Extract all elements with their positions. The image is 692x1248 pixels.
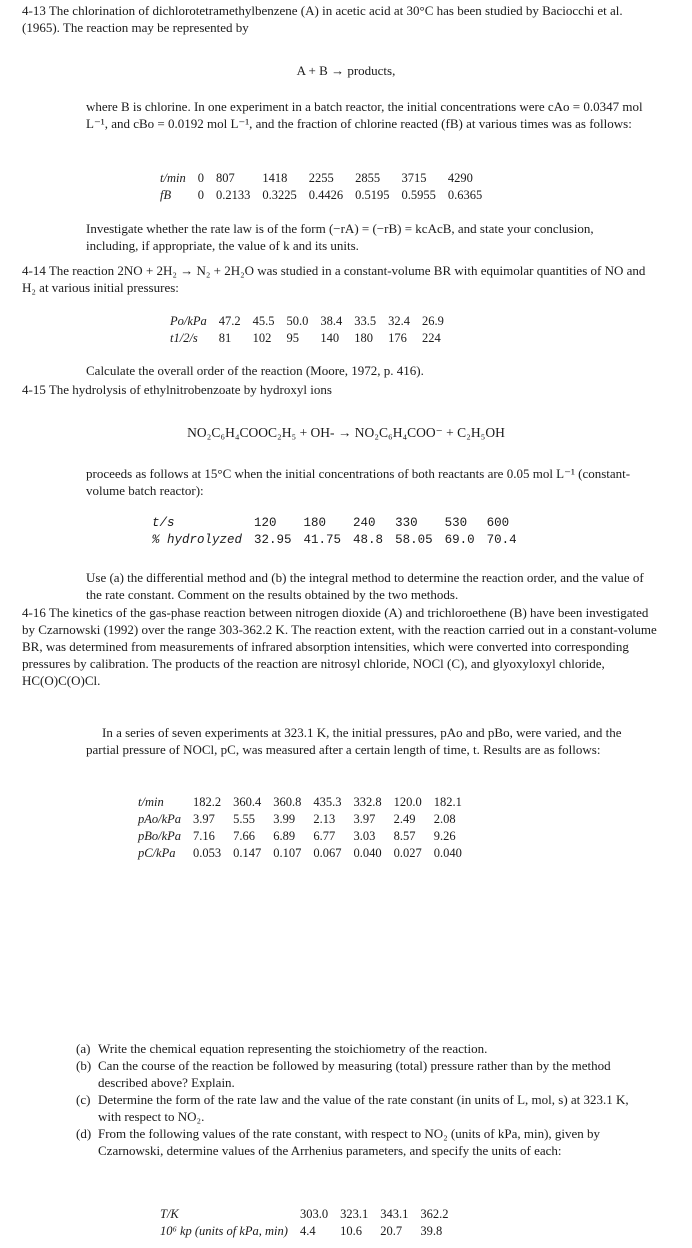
table-cell: 2.08	[433, 812, 456, 826]
table-row	[170, 330, 450, 347]
table-cell: 4290	[447, 171, 473, 185]
table-cell: 224	[422, 331, 441, 345]
table-cell: 0.053	[193, 846, 222, 860]
table-row	[138, 794, 468, 811]
table-cell: 3.97	[353, 812, 376, 826]
table-row	[152, 532, 523, 549]
row-label: pAo/kPa	[138, 812, 182, 826]
item-text: From the following values of the rate constant, with respect to NO₂ (units of kPa, min), given by Czarnowski, determine values of the Arrhenius parameters, and specify the units of each:	[98, 1126, 601, 1158]
problem-4-16-table	[138, 794, 468, 862]
table-cell: 120	[254, 516, 277, 530]
table-cell: 7.16	[193, 829, 215, 843]
table-cell: 95	[286, 331, 300, 345]
item-key: (b)	[76, 1058, 92, 1073]
table-cell: 9.26	[433, 829, 456, 843]
table-cell: 3.99	[273, 812, 296, 826]
table-cell: 240	[353, 516, 376, 530]
problem-4-14-intro: 4-14 The reaction 2NO + 2H₂ → N₂ + 2H₂O was studied in a constant-volume BR with equimolar quantities of NO and H₂ at various initial pressures:	[22, 263, 646, 295]
row-label: fB	[160, 188, 172, 202]
table-cell: 180	[354, 331, 374, 345]
table-cell: 3715	[401, 171, 427, 185]
table-cell: 343.1	[380, 1207, 409, 1221]
table-cell: 0.040	[433, 846, 462, 860]
table-cell: 41.75	[303, 533, 342, 547]
table-cell: 2855	[355, 171, 381, 185]
table-row	[160, 1206, 454, 1223]
table-cell: 0.2133	[215, 188, 251, 202]
table-row	[160, 1223, 454, 1240]
row-label: T/K	[160, 1207, 179, 1221]
table-row	[152, 515, 523, 532]
table-cell: 0.027	[393, 846, 422, 860]
problem-4-13-conditions: where B is chlorine. In one experiment in a batch reactor, the initial concentrations were cAo = 0.0347 mol L⁻¹, and cBo = 0.0192 mol L⁻¹, and the fraction of chlorine reacted (fB) at various times was as follows:	[86, 99, 643, 131]
table-cell: 81	[218, 331, 232, 345]
table-cell: 3.97	[193, 812, 215, 826]
problem-4-13-table	[160, 170, 488, 204]
problem-4-15-table	[152, 515, 523, 549]
item-key: (d)	[76, 1126, 92, 1141]
table-row	[160, 170, 488, 187]
list-item	[76, 1057, 636, 1091]
table-cell: 807	[215, 171, 235, 185]
item-text: Write the chemical equation representing the stoichiometry of the reaction.	[98, 1041, 488, 1056]
table-cell: 323.1	[340, 1207, 369, 1221]
problem-4-16-arrhenius-table	[160, 1206, 454, 1240]
table-cell: 20.7	[380, 1224, 403, 1238]
row-label: t/min	[138, 795, 164, 809]
table-cell: 58.05	[395, 533, 433, 547]
row-label: pC/kPa	[138, 846, 176, 860]
table-cell: 69.0	[444, 533, 475, 547]
table-cell: 0.3225	[262, 188, 297, 202]
table-row	[138, 828, 468, 845]
table-cell: 38.4	[320, 314, 343, 328]
problem-4-15-equation: NO₂C₆H₄COOC₂H₅ + OH- → NO₂C₆H₄COO⁻ + C₂H₅OH	[187, 425, 505, 440]
table-cell: 303.0	[299, 1207, 329, 1221]
table-row	[138, 811, 468, 828]
table-cell: 4.4	[299, 1224, 316, 1238]
table-cell: 6.89	[273, 829, 296, 843]
problem-4-13-equation: A + B → products,	[296, 63, 396, 78]
problem-4-16-experiments: In a series of seven experiments at 323.1 K, the initial pressures, pAo and pBo, were varied, and the partial pressure of NOCl, pC, was measured after a certain length of time, t. Results are as follows:	[86, 725, 622, 757]
table-row	[170, 313, 450, 330]
table-cell: 50.0	[286, 314, 309, 328]
row-label: 10⁶ kp (units of kPa, min)	[160, 1224, 288, 1238]
row-label: Po/kPa	[170, 314, 207, 328]
table-cell: 45.5	[252, 314, 275, 328]
table-cell: 530	[444, 516, 468, 530]
problem-4-15-question: Use (a) the differential method and (b) the integral method to determine the reaction order, and the value of the rate constant. Comment on the results obtained by the two methods.	[86, 570, 644, 602]
table-cell: 0	[197, 171, 204, 185]
table-cell: 48.8	[353, 533, 384, 547]
table-cell: 70.4	[486, 533, 517, 547]
table-cell: 3.03	[353, 829, 376, 843]
table-cell: 5.55	[233, 812, 256, 826]
table-cell: 102	[252, 331, 272, 345]
table-cell: 0.147	[233, 846, 262, 860]
table-cell: 0.040	[353, 846, 382, 860]
table-row	[160, 187, 488, 204]
problem-4-15-intro: 4-15 The hydrolysis of ethylnitrobenzoate by hydroxyl ions	[22, 382, 332, 397]
table-cell: 2255	[308, 171, 334, 185]
row-label: t/min	[160, 171, 186, 185]
table-cell: 182.2	[193, 795, 222, 809]
table-cell: 0.067	[313, 846, 342, 860]
table-cell: 39.8	[420, 1224, 443, 1238]
table-cell: 26.9	[422, 314, 444, 328]
table-cell: 0.5955	[401, 188, 436, 202]
table-cell: 7.66	[233, 829, 256, 843]
table-cell: 600	[486, 516, 510, 530]
table-cell: 10.6	[340, 1224, 362, 1238]
table-cell: 2.49	[393, 812, 416, 826]
table-cell: 47.2	[218, 314, 241, 328]
table-cell: 32.95	[254, 533, 292, 547]
table-cell: 362.2	[420, 1207, 449, 1221]
table-cell: 332.8	[353, 795, 382, 809]
table-cell: 360.4	[233, 795, 262, 809]
table-cell: 330	[395, 516, 418, 530]
table-cell: 120.0	[393, 795, 422, 809]
problem-4-16-questions	[76, 1040, 636, 1159]
item-key: (a)	[76, 1041, 91, 1056]
row-label: t/s	[152, 516, 175, 530]
table-cell: 0.4426	[308, 188, 344, 202]
table-cell: 0.5195	[355, 188, 390, 202]
table-cell: 33.5	[354, 314, 377, 328]
problem-4-15-conditions: proceeds as follows at 15°C when the initial concentrations of both reactants are 0.05 mol L⁻¹ (constant-volume batch reactor):	[86, 466, 631, 498]
row-label: pBo/kPa	[138, 829, 182, 843]
row-label: t1/2/s	[170, 331, 198, 345]
table-cell: 6.77	[313, 829, 336, 843]
item-key: (c)	[76, 1092, 91, 1107]
table-cell: 140	[320, 331, 340, 345]
table-cell: 32.4	[388, 314, 411, 328]
list-item	[76, 1040, 636, 1057]
table-cell: 0.6365	[447, 188, 483, 202]
problem-4-13-intro: 4-13 The chlorination of dichlorotetramethylbenzene (A) in acetic acid at 30°C has been studied by Baciocchi et al. (1965). The reaction may be represented by	[22, 3, 623, 35]
table-cell: 180	[303, 516, 327, 530]
list-item	[76, 1091, 636, 1125]
problem-4-13-question: Investigate whether the rate law is of the form (−rA) = (−rB) = kcAcB, and state your conclusion, including, if appropriate, the value of k and its units.	[86, 221, 594, 253]
problem-4-16-intro: 4-16 The kinetics of the gas-phase reaction between nitrogen dioxide (A) and trichloroethene (B) have been investigated by Czarnowski (1992) over the range 303-362.2 K. The reaction extent, with the reaction carried out in a constant-volume BR, was determined from measurements of infrared absorption intensities, which were converted into corresponding pressures by calibration. The products of the reaction are nitrosyl chloride, NOCl (C), and glyoxyloxyl chloride, HC(O)C(O)Cl.	[22, 605, 657, 688]
problem-4-14-table	[170, 313, 450, 347]
table-cell: 360.8	[273, 795, 302, 809]
table-cell: 1418	[262, 171, 288, 185]
table-cell: 0	[197, 188, 204, 202]
table-row	[138, 845, 468, 862]
list-item	[76, 1125, 636, 1159]
item-text: Can the course of the reaction be followed by measuring (total) pressure rather than by the method described above? Explain.	[98, 1058, 611, 1090]
row-label: % hydrolyzed	[152, 533, 243, 547]
table-cell: 8.57	[393, 829, 416, 843]
table-cell: 0.107	[273, 846, 302, 860]
table-cell: 435.3	[313, 795, 342, 809]
table-cell: 176	[388, 331, 407, 345]
item-text: Determine the form of the rate law and the value of the rate constant (in units of L, mol, s) at 323.1 K, with respect to NO₂.	[98, 1092, 629, 1124]
table-cell: 182.1	[433, 795, 462, 809]
table-cell: 2.13	[313, 812, 336, 826]
problem-4-14-question: Calculate the overall order of the reaction (Moore, 1972, p. 416).	[86, 363, 424, 378]
